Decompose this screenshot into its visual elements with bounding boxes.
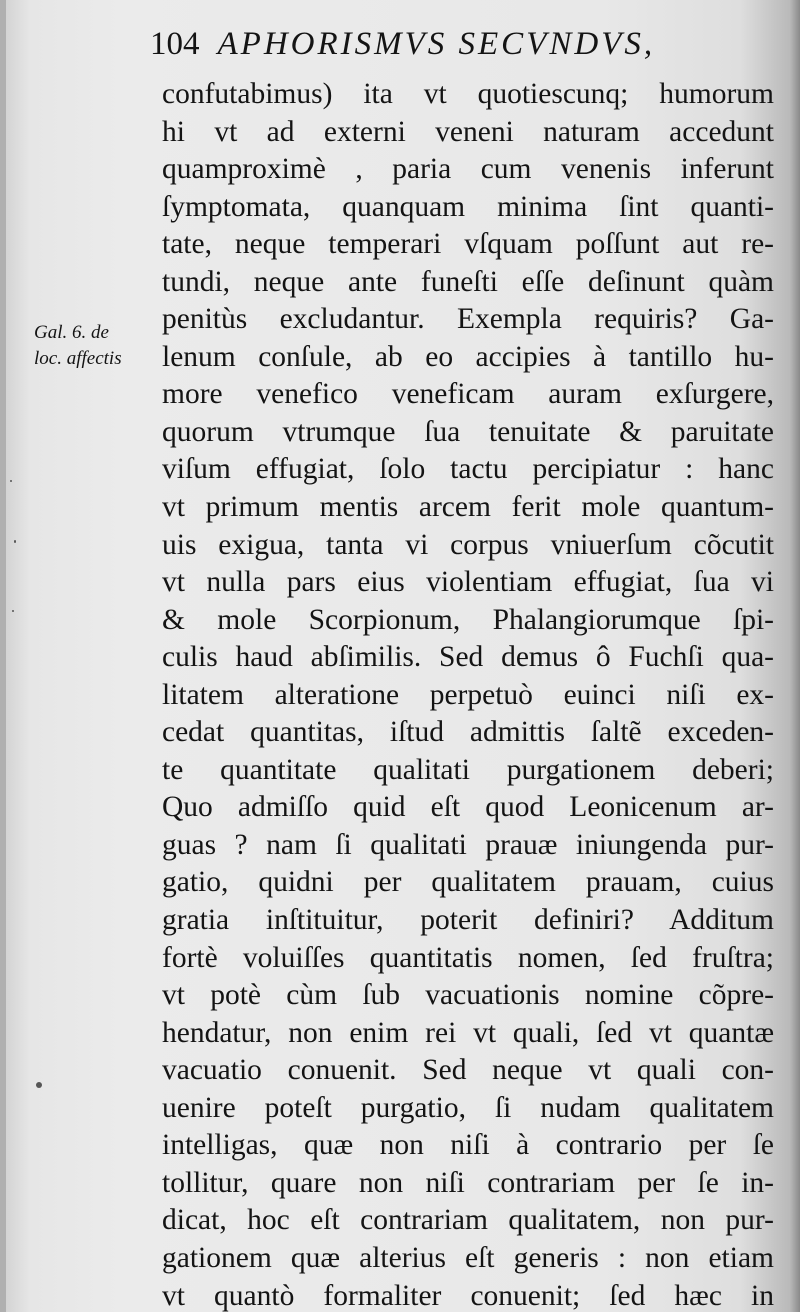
text-line: fortè voluiſſes quantitatis nomen, ſed fruſtra; <box>162 941 774 974</box>
text-line: & mole Scorpionum, Phalangiorumque ſpi- <box>162 603 774 636</box>
text-line: vt potè cùm ſub vacuationis nomine cõpre- <box>162 979 774 1012</box>
text-line: Quo admiſſo quid eſt quod Leonicenum ar- <box>162 791 774 824</box>
text-line: tundi, neque ante funeſti eſſe deſinunt quàm <box>162 265 774 298</box>
text-line: uis exigua, tanta vi corpus vniuerſum cõcutit <box>162 528 774 561</box>
ink-speck <box>12 610 14 612</box>
page-gutter-shadow <box>0 0 6 1312</box>
text-line: lenum conſule, ab eo accipies à tantillo hu- <box>162 340 774 373</box>
text-line: culis haud abſimilis. Sed demus ô Fuchſi qua- <box>162 641 774 674</box>
page-number: 104 <box>150 26 200 62</box>
text-line: intelligas, quæ non niſi à contrario per ſe <box>162 1129 774 1162</box>
ink-speck <box>10 480 12 482</box>
text-line: tate, neque temperari vſquam poſſunt aut re- <box>162 228 774 261</box>
text-line: penitùs excludantur. Exempla requiris? Ga- <box>162 303 774 336</box>
text-line: litatem alteratione perpetuò euinci niſi ex- <box>162 678 774 711</box>
text-line: guas ? nam ſi qualitati prauæ iniungenda pur- <box>162 828 774 861</box>
text-line: vt primum mentis arcem ferit mole quantum- <box>162 491 774 524</box>
text-line: confutabimus) ita vt quotiescunq; humorum <box>162 78 774 110</box>
text-line: gatio, quidni per qualitatem prauam, cuius <box>162 866 774 899</box>
text-line: more venefico veneficam auram exſurgere, <box>162 378 774 411</box>
text-line: cedat quantitas, iſtud admittis ſaltẽ exceden- <box>162 716 774 749</box>
margin-note-line: loc. affectis <box>34 348 122 369</box>
text-line: dicat, hoc eſt contrariam qualitatem, non pur- <box>162 1204 774 1237</box>
body-text <box>162 76 774 1312</box>
text-line: vt nulla pars eius violentiam effugiat, ſua vi <box>162 566 774 599</box>
text-line: tollitur, quare non niſi contrariam per ſe in- <box>162 1166 774 1199</box>
ink-speck <box>36 1082 42 1088</box>
text-line: quamproximè , paria cum venenis inferunt <box>162 153 774 186</box>
text-line: quorum vtrumque ſua tenuitate & paruitate <box>162 415 774 448</box>
running-head: APHORISMVS SECVNDVS, <box>217 26 656 62</box>
text-line: gratia inſtituitur, poterit definiri? Additum <box>162 904 774 937</box>
text-line: viſum effugiat, ſolo tactu percipiatur : hanc <box>162 453 774 486</box>
text-line: te quantitate qualitati purgationem deberi; <box>162 753 774 786</box>
text-line: vt quantò formaliter conuenit; ſed hæc in <box>162 1279 774 1312</box>
margin-note-line: Gal. 6. de <box>34 322 109 343</box>
page-header <box>150 26 780 76</box>
margin-note <box>34 320 154 372</box>
text-line: hi vt ad externi veneni naturam accedunt <box>162 115 774 148</box>
text-line: uenire poteſt purgatio, ſi nudam qualitatem <box>162 1091 774 1124</box>
text-line: ſymptomata, quanquam minima ſint quanti- <box>162 190 774 223</box>
ink-speck <box>14 540 16 543</box>
text-line: hendatur, non enim rei vt quali, ſed vt quantæ <box>162 1016 774 1049</box>
text-line: gationem quæ alterius eſt generis : non etiam <box>162 1241 774 1274</box>
text-line: vacuatio conuenit. Sed neque vt quali con- <box>162 1054 774 1087</box>
